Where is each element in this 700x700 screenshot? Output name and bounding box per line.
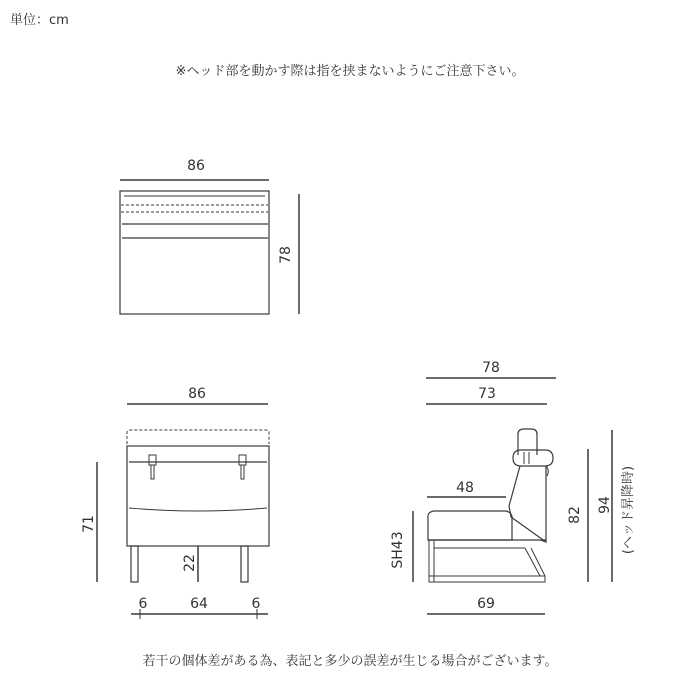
side-seat-depth-label: 48 <box>456 480 474 496</box>
unit-label: 単位：cm <box>10 13 69 28</box>
side-depth-seat-label: 73 <box>478 386 496 402</box>
variance-note: 若干の個体差がある為、表記と多少の誤差が生じる場合がございます。 <box>142 654 558 669</box>
front-leg-right-label: 6 <box>251 596 261 612</box>
front-view <box>97 404 269 619</box>
top-depth-label: 78 <box>278 246 294 264</box>
side-head-raised-note: (ヘッド昇降時) <box>621 465 636 555</box>
side-depth-total-label: 78 <box>482 360 500 376</box>
front-width-label: 86 <box>188 386 206 402</box>
top-view <box>120 180 299 314</box>
front-height-label: 71 <box>81 515 97 533</box>
front-clearance-label: 22 <box>182 554 198 572</box>
top-outline <box>120 191 269 314</box>
side-height-raised-label: 94 <box>597 496 613 514</box>
side-height-label: 82 <box>567 506 583 524</box>
front-inner-width-label: 64 <box>190 596 208 612</box>
top-width-label: 86 <box>187 158 205 174</box>
side-base-depth-label: 69 <box>477 596 495 612</box>
side-seat-height-label: SH43 <box>390 531 406 569</box>
head-caution-note: ※ヘッド部を動かす際は指を挟まないようにご注意下さい。 <box>175 64 525 79</box>
side-view <box>413 378 612 614</box>
front-leg-left-label: 6 <box>138 596 148 612</box>
